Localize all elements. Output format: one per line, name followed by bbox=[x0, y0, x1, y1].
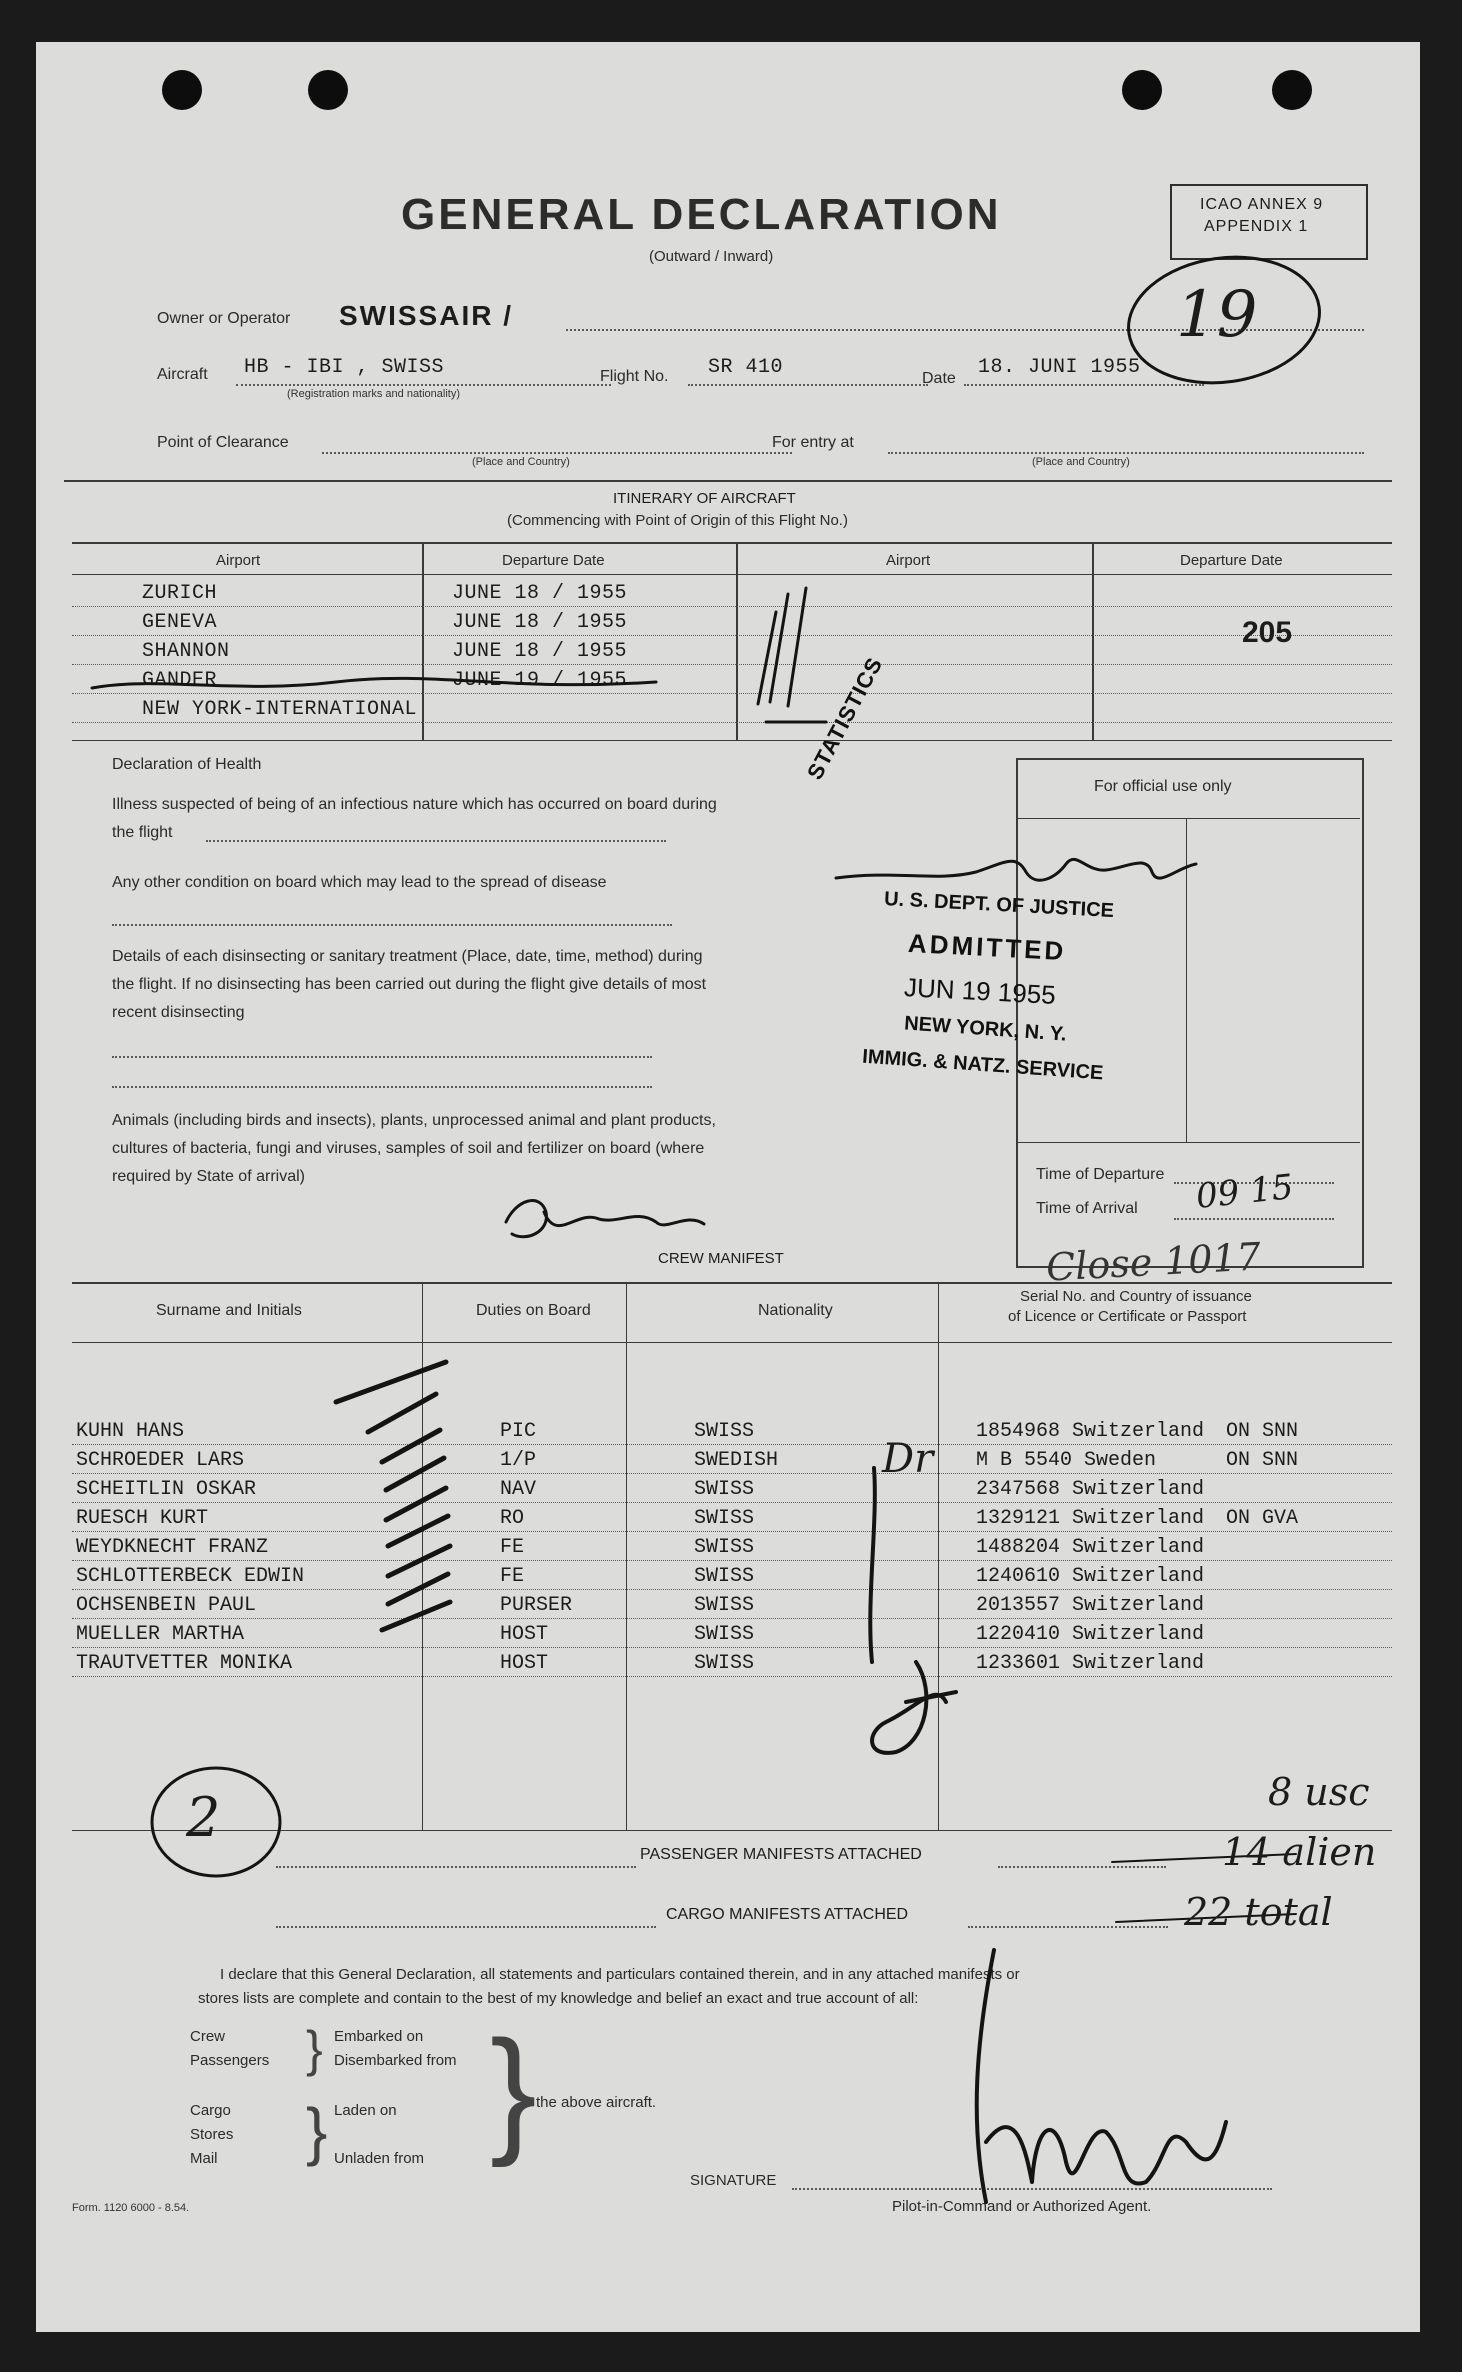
stamp-line-5: IMMIG. & NATZ. SERVICE bbox=[861, 1045, 1105, 1085]
crew-duty: 1/P bbox=[500, 1449, 537, 1472]
crew-name: MUELLER MARTHA bbox=[76, 1623, 245, 1646]
health-initials bbox=[506, 1201, 704, 1237]
health-disinfect-2: the flight. If no disinsecting has been carried out during the flight give details of most bbox=[112, 976, 707, 993]
health-title: Declaration of Health bbox=[112, 756, 262, 773]
above-aircraft: the above aircraft. bbox=[536, 2094, 657, 2111]
crew-nationality: SWEDISH bbox=[694, 1449, 779, 1472]
stamp-line-3: JUN 19 1955 bbox=[903, 972, 1057, 1010]
crew-serial: 1854968 Switzerland bbox=[976, 1420, 1205, 1443]
crew-serial: 1240610 Switzerland bbox=[976, 1565, 1205, 1588]
crew-note: ON SNN bbox=[1226, 1420, 1299, 1443]
date-value: 18. JUNI 1955 bbox=[978, 356, 1141, 379]
crew-name: TRAUTVETTER MONIKA bbox=[76, 1652, 293, 1675]
crew-checkmark-5 bbox=[386, 1488, 446, 1520]
passenger-manifests-label: PASSENGER MANIFESTS ATTACHED bbox=[640, 1846, 922, 1863]
crew-checkmark-2 bbox=[368, 1394, 436, 1432]
list-passengers: Passengers bbox=[190, 2052, 270, 2069]
page-number-handwritten: 19 bbox=[1176, 278, 1258, 352]
crew-duty: FE bbox=[500, 1565, 525, 1588]
crew-checkmark-6 bbox=[388, 1516, 448, 1546]
crew-name: OCHSENBEIN PAUL bbox=[76, 1594, 257, 1617]
signature-scribble bbox=[977, 1950, 1226, 2202]
crew-checkmark-3 bbox=[382, 1430, 440, 1462]
crew-serial: 2347568 Switzerland bbox=[976, 1478, 1205, 1501]
itinerary-date-3: JUNE 18 / 1955 bbox=[452, 640, 628, 663]
signature-label: SIGNATURE bbox=[690, 2172, 777, 2189]
brace-left-2: } bbox=[306, 2095, 328, 2167]
total-count-handwritten: 22 total bbox=[1184, 1890, 1333, 1934]
itinerary-airport-2: GENEVA bbox=[142, 611, 218, 634]
crew-header-nationality: Nationality bbox=[758, 1302, 833, 1319]
official-departure-label: Time of Departure bbox=[1036, 1166, 1165, 1183]
crew-duty: PURSER bbox=[500, 1594, 573, 1617]
itinerary-date-1: JUNE 18 / 1955 bbox=[452, 582, 628, 605]
crew-duty: HOST bbox=[500, 1652, 549, 1675]
owner-label: Owner or Operator bbox=[157, 310, 291, 327]
usc-count-handwritten: 8 usc bbox=[1268, 1770, 1370, 1814]
crew-serial: 1488204 Switzerland bbox=[976, 1536, 1205, 1559]
crew-note: ON GVA bbox=[1226, 1507, 1299, 1530]
crew-serial: 1220410 Switzerland bbox=[976, 1623, 1205, 1646]
crew-initials-scribble bbox=[872, 1662, 956, 1753]
crew-name: WEYDKNECHT FRANZ bbox=[76, 1536, 269, 1559]
list-stores: Stores bbox=[190, 2126, 234, 2143]
crew-checkmark-8 bbox=[388, 1574, 448, 1604]
list-disembarked: Disembarked from bbox=[334, 2052, 457, 2069]
list-unladen: Unladen from bbox=[334, 2150, 425, 2167]
form-number: Form. 1120 6000 - 8.54. bbox=[72, 2202, 190, 2214]
official-arrival-label: Time of Arrival bbox=[1036, 1200, 1138, 1217]
health-illness-1: Illness suspected of being of an infectious nature which has occurred on board during bbox=[112, 796, 717, 813]
official-use-title: For official use only bbox=[1094, 778, 1232, 795]
list-laden: Laden on bbox=[334, 2102, 397, 2119]
clearance-note: (Place and Country) bbox=[472, 456, 570, 468]
dr-handwritten: Dr bbox=[882, 1436, 934, 1482]
health-illness-2: the flight bbox=[112, 824, 173, 841]
icao-annex-line2: APPENDIX 1 bbox=[1204, 218, 1309, 235]
crew-nationality: SWISS bbox=[694, 1507, 755, 1530]
crew-nationality: SWISS bbox=[694, 1478, 755, 1501]
page-title: GENERAL DECLARATION bbox=[401, 190, 1002, 239]
health-other: Any other condition on board which may lead to the spread of disease bbox=[112, 874, 607, 891]
crew-checkmark-7 bbox=[388, 1546, 450, 1576]
pilot-label: Pilot-in-Command or Authorized Agent. bbox=[892, 2198, 1152, 2215]
list-crew: Crew bbox=[190, 2028, 226, 2045]
alien-count-handwritten: 14 alien bbox=[1222, 1830, 1377, 1874]
crew-duty: NAV bbox=[500, 1478, 537, 1501]
cargo-manifests-label: CARGO MANIFESTS ATTACHED bbox=[666, 1906, 909, 1923]
crew-name: RUESCH KURT bbox=[76, 1507, 209, 1530]
health-animals-1: Animals (including birds and insects), plants, unprocessed animal and plant products, bbox=[112, 1112, 716, 1129]
crew-serial: 2013557 Switzerland bbox=[976, 1594, 1205, 1617]
crew-nationality: SWISS bbox=[694, 1652, 755, 1675]
crew-serial: 1233601 Switzerland bbox=[976, 1652, 1205, 1675]
itinerary-title: ITINERARY OF AIRCRAFT bbox=[613, 490, 796, 507]
document-page bbox=[36, 42, 1420, 2332]
list-embarked: Embarked on bbox=[334, 2028, 424, 2045]
crew-serial: 1329121 Switzerland bbox=[976, 1507, 1205, 1530]
crew-name: SCHROEDER LARS bbox=[76, 1449, 245, 1472]
health-disinfect-1: Details of each disinsecting or sanitary treatment (Place, date, time, method) during bbox=[112, 948, 703, 965]
itinerary-airport-1: ZURICH bbox=[142, 582, 218, 605]
crew-duty: RO bbox=[500, 1507, 525, 1530]
brace-left-1: } bbox=[306, 2021, 323, 2077]
itinerary-header-airport-1: Airport bbox=[216, 552, 261, 569]
aircraft-label: Aircraft bbox=[157, 366, 208, 383]
close-time-handwritten: Close 1017 bbox=[1044, 1234, 1262, 1290]
official-initial-scribble bbox=[836, 859, 1196, 880]
gander-strikethrough bbox=[92, 678, 656, 688]
crew-checkmark-9 bbox=[382, 1602, 450, 1630]
entry-note: (Place and Country) bbox=[1032, 456, 1130, 468]
passenger-count-handwritten: 2 bbox=[186, 1786, 221, 1849]
itinerary-airport-3: SHANNON bbox=[142, 640, 230, 663]
crew-header-serial-2: of Licence or Certificate or Passport bbox=[1008, 1308, 1247, 1325]
entry-label: For entry at bbox=[772, 434, 854, 451]
crew-nationality: SWISS bbox=[694, 1594, 755, 1617]
statistics-stamp: STATISTICS bbox=[802, 652, 888, 784]
date-label: Date bbox=[922, 370, 956, 387]
flight-value: SR 410 bbox=[708, 356, 784, 379]
list-mail: Mail bbox=[190, 2150, 218, 2167]
declare-line-1: I declare that this General Declaration, all statements and particulars contained therein, and in any attached manifests or bbox=[220, 1966, 1020, 1983]
health-animals-3: required by State of arrival) bbox=[112, 1168, 305, 1185]
owner-value: SWISSAIR / bbox=[339, 300, 514, 331]
itinerary-date-4: JUNE 19 / 1955 bbox=[452, 669, 628, 692]
crew-note: ON SNN bbox=[1226, 1449, 1299, 1472]
stamp-line-2: ADMITTED bbox=[907, 927, 1068, 967]
crew-duty: HOST bbox=[500, 1623, 549, 1646]
crew-bracket-line bbox=[870, 1468, 875, 1662]
aircraft-note: (Registration marks and nationality) bbox=[287, 388, 461, 400]
health-disinfect-3: recent disinsecting bbox=[112, 1004, 245, 1021]
crew-nationality: SWISS bbox=[694, 1536, 755, 1559]
itinerary-subtitle: (Commencing with Point of Origin of this Flight No.) bbox=[507, 512, 848, 529]
declare-line-2: stores lists are complete and contain to the best of my knowledge and belief an exact and true account of all: bbox=[198, 1990, 919, 2007]
itinerary-header-date-2: Departure Date bbox=[1180, 552, 1283, 569]
crew-manifest-title: CREW MANIFEST bbox=[658, 1250, 784, 1267]
itinerary-header-date-1: Departure Date bbox=[502, 552, 605, 569]
crew-nationality: SWISS bbox=[694, 1623, 755, 1646]
itinerary-airport-5: NEW YORK-INTERNATIONAL bbox=[142, 698, 418, 721]
crew-checkmark-4 bbox=[386, 1458, 444, 1490]
list-cargo: Cargo bbox=[190, 2102, 231, 2119]
crew-nationality: SWISS bbox=[694, 1565, 755, 1588]
stamp-line-4: NEW YORK, N. Y. bbox=[903, 1012, 1068, 1046]
flight-label: Flight No. bbox=[600, 368, 669, 385]
handwriting-layer bbox=[36, 42, 1420, 2332]
itinerary-ditto-marks bbox=[758, 588, 826, 722]
crew-name: KUHN HANS bbox=[76, 1420, 185, 1443]
itinerary-date-2: JUNE 18 / 1955 bbox=[452, 611, 628, 634]
health-animals-2: cultures of bacteria, fungi and viruses, samples of soil and fertilizer on board (where bbox=[112, 1140, 705, 1157]
crew-nationality: SWISS bbox=[694, 1420, 755, 1443]
official-arrival-value: 09 15 bbox=[1194, 1167, 1296, 1217]
brace-mid: } bbox=[490, 2011, 537, 2168]
crew-serial: M B 5540 Sweden bbox=[976, 1449, 1157, 1472]
number-205: 205 bbox=[1242, 616, 1293, 649]
crew-header-surname: Surname and Initials bbox=[156, 1302, 302, 1319]
crew-header-serial-1: Serial No. and Country of issuance bbox=[1020, 1288, 1252, 1305]
crew-header-duties: Duties on Board bbox=[476, 1302, 591, 1319]
crew-duty: PIC bbox=[500, 1420, 537, 1443]
clearance-label: Point of Clearance bbox=[157, 434, 289, 451]
itinerary-airport-4: GANDER bbox=[142, 669, 218, 692]
icao-annex-line1: ICAO ANNEX 9 bbox=[1200, 196, 1324, 213]
crew-duty: FE bbox=[500, 1536, 525, 1559]
crew-name: SCHEITLIN OSKAR bbox=[76, 1478, 257, 1501]
stamp-line-1: U. S. DEPT. OF JUSTICE bbox=[883, 887, 1115, 923]
aircraft-value: HB - IBI , SWISS bbox=[244, 356, 445, 379]
crew-name: SCHLOTTERBECK EDWIN bbox=[76, 1565, 305, 1588]
itinerary-header-airport-2: Airport bbox=[886, 552, 931, 569]
page-subtitle: (Outward / Inward) bbox=[649, 248, 774, 265]
